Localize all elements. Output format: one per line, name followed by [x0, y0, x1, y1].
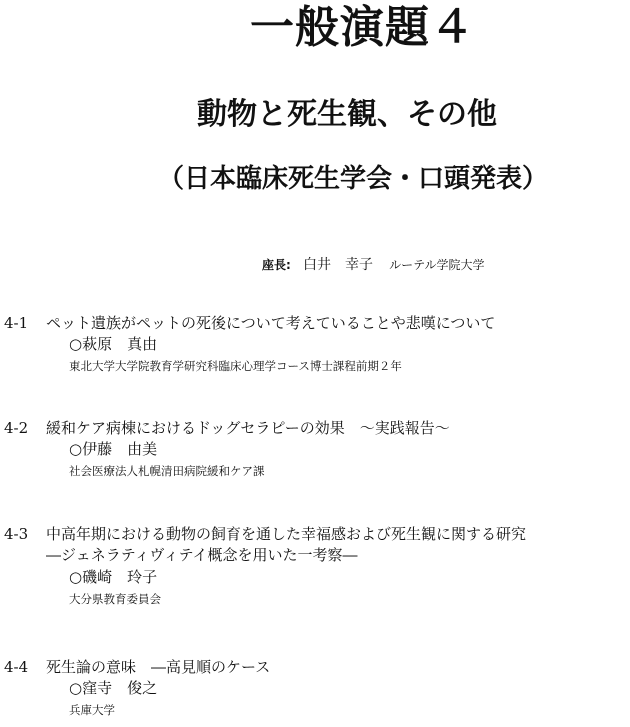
- presenter-affiliation: 社会医療法人札幌清田病院緩和ケア課: [69, 464, 265, 478]
- presenter-name: ○窪寺 俊之: [69, 679, 158, 697]
- presentation-title: 死生論の意味 ―高見順のケース: [46, 658, 271, 676]
- presentation-item: [4, 418, 624, 482]
- chair-name: 白井 幸子: [302, 257, 373, 273]
- presenter-name: ○伊藤 由美: [69, 440, 158, 458]
- presentation-title: 中高年期における動物の飼育を通した幸福感および死生観に関する研究: [46, 525, 527, 543]
- chair-label: 座長:: [262, 258, 291, 272]
- presentation-item: [4, 313, 624, 377]
- presentation-number: 4-3: [4, 525, 29, 543]
- page-title: 一般演題４: [250, 2, 475, 53]
- presenter-affiliation: 兵庫大学: [69, 703, 115, 717]
- presentation-number: 4-4: [4, 658, 29, 676]
- session-society: （日本臨床死生学会・口頭発表）: [158, 164, 549, 194]
- presentation-subtitle: ―ジェネラティヴィテイ概念を用いた一考察―: [46, 546, 358, 564]
- chair-affiliation: ルーテル学院大学: [389, 258, 485, 272]
- presenter-affiliation: 東北大学大学院教育学研究科臨床心理学コース博士課程前期２年: [69, 359, 402, 373]
- presenter-name: ○萩原 真由: [69, 335, 158, 353]
- presentation-number: 4-1: [4, 314, 29, 332]
- session-theme: 動物と死生観、その他: [197, 97, 497, 132]
- presentation-title: 緩和ケア病棟におけるドッグセラピーの効果 ～実践報告～: [46, 419, 450, 437]
- presentation-item: [4, 657, 624, 721]
- presenter-affiliation: 大分県教育委員会: [69, 592, 161, 606]
- presenter-name: ○磯崎 玲子: [69, 568, 158, 586]
- presentation-title: ペット遺族がペットの死後について考えていることや悲嘆について: [46, 314, 496, 332]
- presentation-item: [4, 524, 624, 610]
- presentation-number: 4-2: [4, 419, 29, 437]
- chairperson-line: [262, 254, 485, 274]
